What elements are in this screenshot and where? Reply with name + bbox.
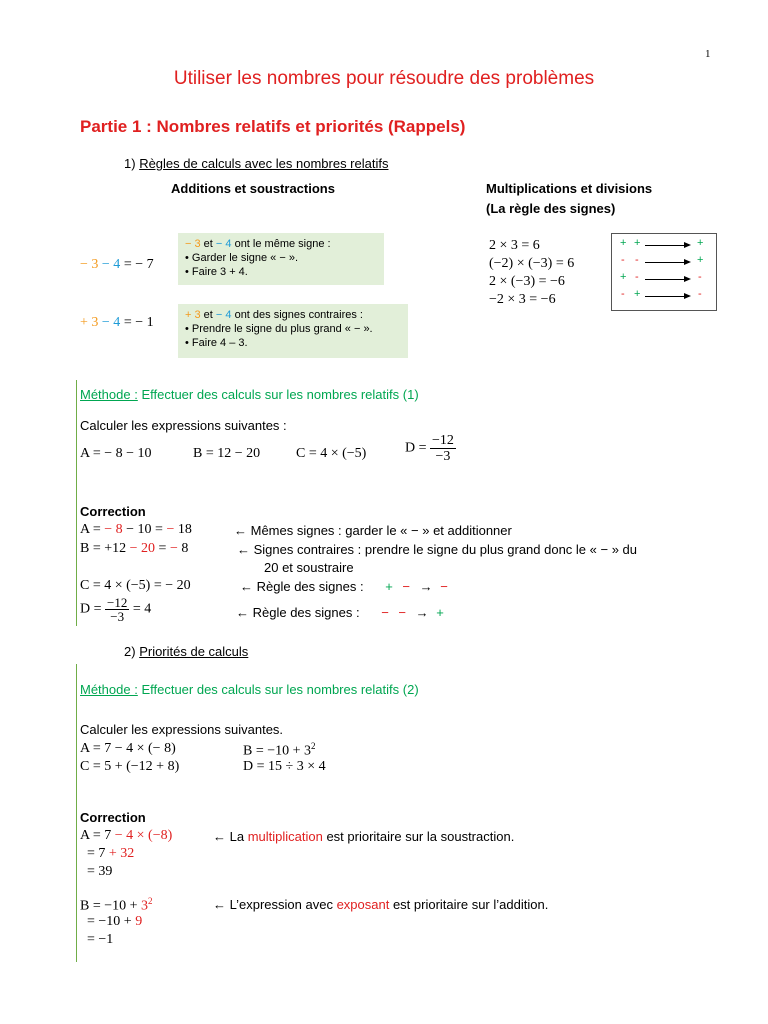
correction-c-note: ← Règle des signes : + − → − [240,579,448,594]
method2-heading: Méthode : Effectuer des calculs sur les nombres relatifs (2) [80,682,419,697]
correction2-a-note: ← La multiplication est prioritaire sur la soustraction. [213,829,515,844]
section1-title: Règles de calculs avec les nombres relatifs [139,156,389,171]
opposite-sign-rule-box: + 3 et − 4 ont des signes contraires : • Prendre le signe du plus grand « − ». • Faire 4 – 3. [178,304,408,358]
correction-d-note: ← Règle des signes : − − → + [236,605,444,620]
correction2-b-line3: = −1 [87,932,114,947]
sign-arrow-3 [645,279,689,280]
method1-margin-line [76,380,77,626]
correction-d: D = $\frac{-12}{-3}$ = 4 [80,595,152,624]
method1-expr-a: A = − 8 − 10 [80,446,152,461]
method2-expr-b: $B = -10 + 3^2$ [243,741,316,759]
method1-instruction: Calculer les expressions suivantes : [80,418,287,433]
correction-b-note-2: 20 et soustraire [264,560,354,575]
correction-a: A = − 8 − 10 = − 18 [80,522,192,537]
same-sign-rule-box: − 3 et − 4 ont le même signe : • Garder le signe « − ». • Faire 3 + 4. [178,233,384,285]
sign-arrow-1 [645,245,689,246]
correction2-b-line2: = −10 + 9 [87,914,143,929]
sign-rule-heading: (La règle des signes) [486,201,616,216]
correction-c: C = 4 × (−5) = − 20 [80,578,191,593]
mult-example-1: 2 × 3 = 6 [489,238,540,253]
method2-instruction: Calculer les expressions suivantes. [80,722,284,737]
section2-heading: 2) Priorités de calculs [124,644,249,659]
method1-correction-label: Correction [80,504,146,519]
add-sub-heading: Additions et soustractions [171,181,335,196]
document-title: Utiliser les nombres pour résoudre des problèmes [173,68,595,89]
method2-expr-c: C = 5 + (−12 + 8) [80,759,180,774]
part1-title: Partie 1 : Nombres relatifs et priorités (Rappels) [80,117,466,136]
correction2-a-line2: = 7 + 32 [87,846,135,861]
sign-rule-table: + + + - - + + - - - + - [611,233,717,311]
sign-arrow-4 [645,296,689,297]
correction-b: B = +12 − 20 = − 8 [80,541,189,556]
method2-expr-a: A = 7 − 4 × (− 8) [80,741,176,756]
relative-example-2: + 3 − 4 = − 1 [80,315,154,330]
method1-expr-d: D = $\frac{-12}{-3}$ [405,433,454,464]
mult-example-3: 2 × (−3) = −6 [489,274,565,289]
mult-example-2: (−2) × (−3) = 6 [489,256,575,271]
method1-heading: Méthode : Effectuer des calculs sur les nombres relatifs (1) [80,387,419,402]
correction2-a-line1: A = 7 − 4 × (−8) [80,828,173,843]
relative-example-1: − 3 − 4 = − 7 [80,257,154,272]
method2-margin-line [76,664,77,962]
correction-b-note: ← Signes contraires : prendre le signe du plus grand donc le « − » du [237,542,637,557]
sign-arrow-2 [645,262,689,263]
section1-heading [124,156,388,171]
mult-example-4: −2 × 3 = −6 [489,292,556,307]
method2-correction-label: Correction [80,810,146,825]
correction-a-note: ← Mêmes signes : garder le « − » et additionner [234,523,512,538]
method2-expr-d: D = 15 ÷ 3 × 4 [243,759,326,774]
page-number: 1 [705,48,711,60]
correction2-a-line3: = 39 [87,864,113,879]
mult-div-heading: Multiplications et divisions [486,181,653,196]
section1-number: 1) [124,156,136,171]
correction2-b-line1: $B = -10 + 3^2$ [80,896,153,914]
method1-expr-c: C = 4 × (−5) [296,446,367,461]
method1-expr-b: B = 12 − 20 [193,446,261,461]
correction2-b-note: ← L’expression avec exposant est prioritaire sur l’addition. [213,897,549,912]
